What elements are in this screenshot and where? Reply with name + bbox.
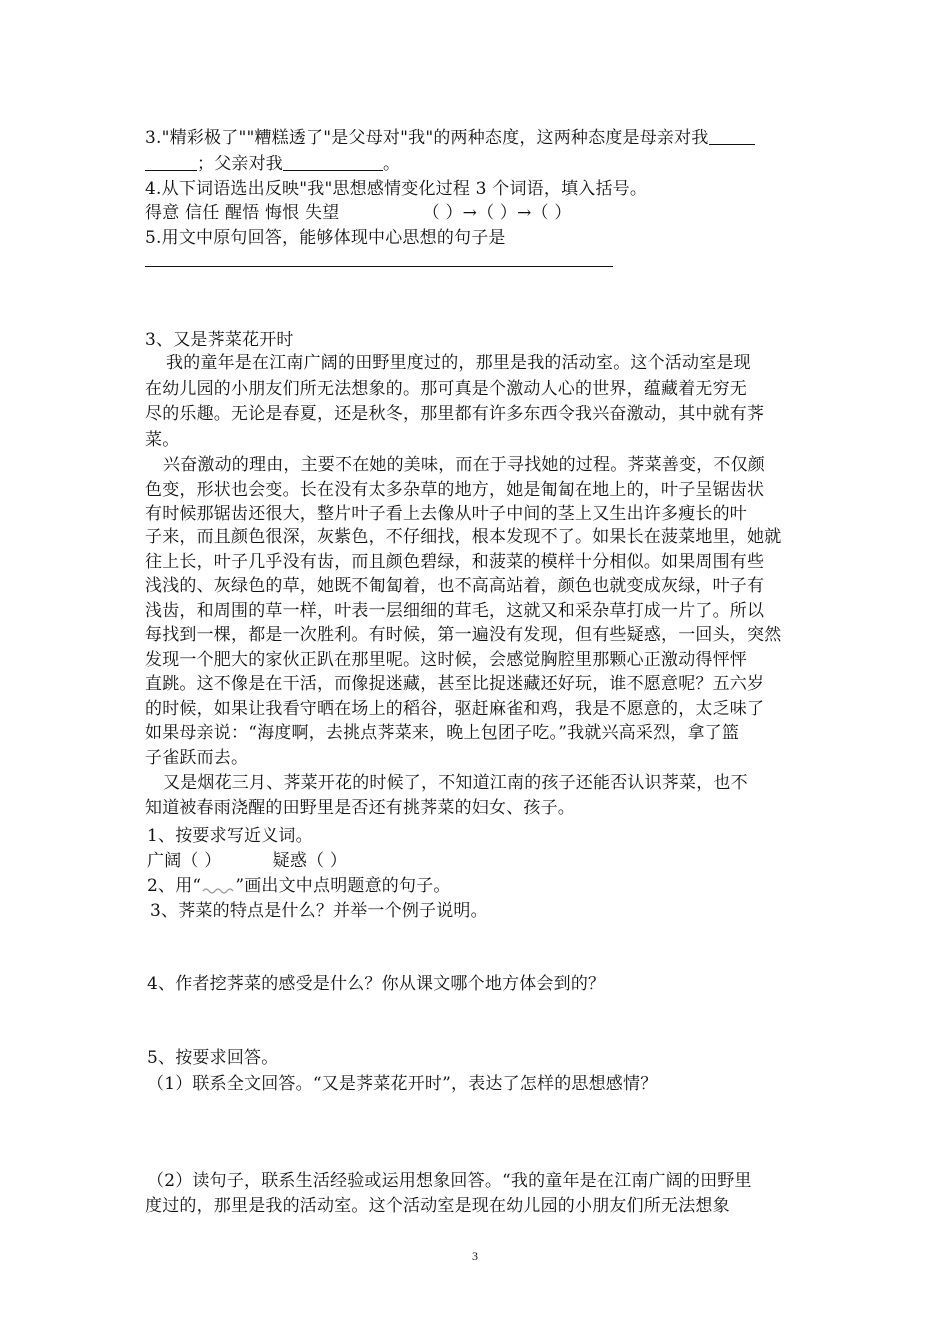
question-5: 5.用文中原句回答，能够体现中心思想的句子是 [145, 228, 506, 248]
wavy-underline-icon [201, 883, 235, 895]
passage-line: 知道被春雨浇醒的田野里是否还有挑荠菜的妇女、孩子。 [145, 798, 575, 818]
passage-line: 我的童年是在江南广阔的田野里度过的，那里是我的活动室。这个活动室是现 [166, 353, 751, 373]
passage-line: 直跳。这不像是在干活，而像捉迷藏，甚至比捉迷藏还好玩，谁不愿意呢？五六岁 [145, 674, 765, 694]
passage-line: 又是烟花三月、荠菜开花的时候了，不知道江南的孩子还能否认识荠菜，也不 [163, 773, 748, 793]
question-3-line-1: 3."精彩极了""糟糕透了"是父母对"我"的两种态度，这两种态度是母亲对我 [145, 125, 755, 151]
answer-line [145, 266, 613, 267]
page-number: 3 [472, 1249, 478, 1263]
synonym-blank-1: 广阔（ ） [147, 851, 222, 871]
passage-line: 色变，形状也会变。长在没有太多杂草的地方，她是匍匐在地上的，叶子呈锯齿状 [145, 480, 765, 500]
passage-line: 往上长，叶子几乎没有齿，而且颜色碧绿，和菠菜的模样十分相似。如果周围有些 [145, 552, 765, 572]
passage-line: 子来，而且颜色很深，灰紫色，不仔细找，根本发现不了。如果长在菠菜地里，她就 [145, 527, 782, 547]
passage-title: 3、又是荠菜花开时 [145, 330, 294, 350]
answer-brackets: （ ）→（ ）→（ ） [422, 203, 572, 223]
question-4-words [145, 200, 572, 226]
question-3: 3、荠菜的特点是什么？并举一个例子说明。 [150, 901, 488, 921]
question-1: 1、按要求写近义词。 [147, 826, 313, 846]
passage-line: 子雀跃而去。 [145, 748, 249, 768]
passage-line: 的时候，如果让我看守晒在场上的稻谷，驱赶麻雀和鸡，我是不愿意的，太乏味了 [145, 699, 765, 719]
answer-blank [709, 126, 755, 145]
question-5-2-line-1: （2）读句子，联系生活经验或运用想象回答。“我的童年是在江南广阔的田野里 [147, 1171, 752, 1191]
question-5: 5、按要求回答。 [147, 1048, 279, 1068]
question-4: 4.从下词语选出反映"我"思想感情变化过程 3 个词语，填入括号。 [145, 179, 648, 199]
passage-line: 发现一个肥大的家伙正趴在那里呢。这时候，会感觉胸腔里那颗心正激动得怦怦 [145, 650, 747, 670]
word-list: 得意 信任 醒悟 悔恨 失望 [145, 203, 340, 223]
passage-line: 兴奋激动的理由，主要不在她的美味，而在于寻找她的过程。荠菜善变，不仅颜 [163, 455, 765, 475]
passage-line: 菜。 [145, 430, 180, 450]
passage-line: 浅浅的、灰绿色的草，她既不匍匐着，也不高高站着，颜色也就变成灰绿，叶子有 [145, 576, 765, 596]
question-2: 2、用“ ”画出文中点明题意的句子。 [147, 876, 451, 896]
answer-blank [145, 152, 197, 171]
question-3-line-2: ；父亲对我 。 [145, 151, 400, 177]
passage-line: 如果母亲说：“海度啊，去挑点荠菜来，晚上包团子吃。”我就兴高采烈，拿了篮 [145, 723, 740, 743]
passage-line: 在幼儿园的小朋友们所无法想象的。那可真是个激动人心的世界，蕴藏着无穷无 [145, 379, 747, 399]
passage-line: 每找到一棵，都是一次胜利。有时候，第一遍没有发现，但有些疑惑，一回头，突然 [145, 625, 782, 645]
question-5-2-line-2: 度过的，那里是我的活动室。这个活动室是现在幼儿园的小朋友们所无法想象 [145, 1196, 730, 1216]
question-1-items [147, 848, 347, 874]
synonym-blank-2: 疑惑（ ） [272, 851, 348, 871]
passage-line: 有时候那锯齿还很大，整片叶子看上去像从叶子中间的茎上又生出许多瘦长的叶 [145, 504, 747, 524]
answer-blank [283, 152, 383, 171]
question-5-1: （1）联系全文回答。“又是荠菜花开时”，表达了怎样的思想感情？ [147, 1074, 658, 1094]
passage-line: 尽的乐趣。无论是春夏，还是秋冬，那里都有许多东西令我兴奋激动，其中就有荠 [145, 404, 765, 424]
passage-line: 浅齿，和周围的草一样，叶表一层细细的茸毛，这就又和采杂草打成一片了。所以 [145, 601, 765, 621]
question-4: 4、作者挖荠菜的感受是什么？你从课文哪个地方体会到的？ [147, 974, 606, 994]
